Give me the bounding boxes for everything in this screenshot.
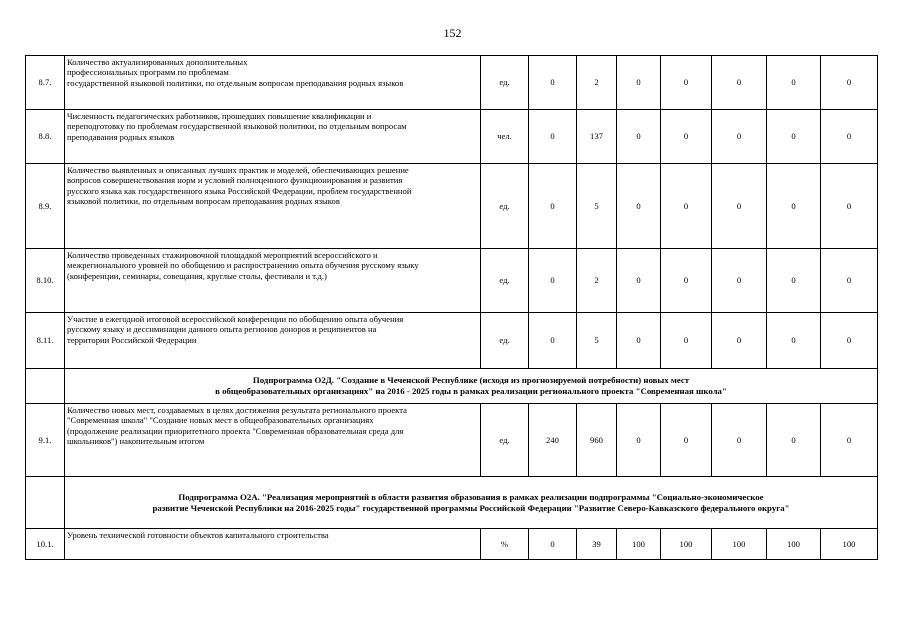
indicator-description-line: языковой политики, по отдельным вопросам преподавания родных языков: [67, 196, 340, 207]
indicator-number: 8.9.: [26, 164, 65, 249]
indicator-row: [26, 529, 878, 560]
subprogram-heading-line: Подпрограмма О2Д. "Создание в Чеченской Республике (исходя из прогнозируемой потребности) новых мест: [252, 375, 690, 386]
value-cell: 0: [617, 56, 661, 110]
value-cell: 5: [577, 164, 617, 249]
indicator-description: [65, 164, 481, 249]
value-cell: 100: [821, 529, 878, 560]
indicator-description-line: территории Российской Федерации: [67, 334, 197, 345]
value-cell: 0: [712, 164, 767, 249]
indicator-row: [26, 404, 878, 477]
value-cell: 100: [712, 529, 767, 560]
indicator-description-line: Участие в ежегодной итоговой всероссийской конференции по обобщению опыта обучения: [67, 314, 404, 324]
subprogram-heading-row: [26, 369, 878, 404]
subprogram-heading-row: [26, 477, 878, 529]
indicator-description-line: профессиональных программ по проблемам: [67, 67, 229, 78]
indicator-description-line: Количество новых мест, создаваемых в целях достижения результата регионального проекта: [67, 405, 407, 415]
unit-cell: ед.: [481, 56, 529, 110]
heading-number-cell: [26, 369, 65, 404]
value-cell: 0: [617, 110, 661, 164]
indicator-row: [26, 313, 878, 369]
indicator-row: [26, 164, 878, 249]
value-cell: 0: [617, 313, 661, 369]
unit-cell: ед.: [481, 164, 529, 249]
indicator-row: [26, 110, 878, 164]
value-cell: 0: [767, 313, 821, 369]
indicator-row: [26, 56, 878, 110]
subprogram-heading-line: в общеобразовательных организациях" на 2016 - 2025 годы в рамках реализации регионального проекта "Современная школа": [215, 386, 727, 396]
value-cell: 0: [767, 249, 821, 313]
value-cell: 39: [577, 529, 617, 560]
value-cell: 0: [821, 404, 878, 477]
indicator-description: [65, 404, 481, 477]
subprogram-heading-line: развитие Чеченской Республики на 2016-2025 годы" государственной программы Российской Федерации "Развитие Северо-Кавказского федерального округа": [152, 502, 790, 513]
subprogram-heading-line: Подпрограмма О2А. "Реализация мероприятий в области развития образования в рамках реализации подпрограммы "Социально-экономическое: [178, 491, 764, 502]
page-number: 152: [443, 26, 462, 40]
value-cell: 0: [529, 249, 577, 313]
value-cell: 0: [661, 313, 712, 369]
value-cell: 0: [767, 404, 821, 477]
indicator-description: [65, 249, 481, 313]
indicator-description-line: Уровень технической готовности объектов капитального строительства: [67, 530, 329, 540]
value-cell: 0: [821, 110, 878, 164]
value-cell: 0: [617, 164, 661, 249]
indicators-table: [25, 55, 878, 560]
value-cell: 0: [712, 249, 767, 313]
table-body: [26, 56, 878, 560]
indicator-description-line: Количество актуализированных дополнительных: [67, 57, 248, 67]
value-cell: 2: [577, 249, 617, 313]
indicator-number: 8.10.: [26, 249, 65, 313]
value-cell: 960: [577, 404, 617, 477]
unit-cell: ед.: [481, 249, 529, 313]
value-cell: 0: [712, 110, 767, 164]
value-cell: 0: [712, 313, 767, 369]
indicator-description: [65, 110, 481, 164]
subprogram-heading: [65, 477, 878, 529]
value-cell: 0: [767, 164, 821, 249]
value-cell: 0: [661, 249, 712, 313]
value-cell: 0: [617, 249, 661, 313]
value-cell: 5: [577, 313, 617, 369]
value-cell: 0: [767, 56, 821, 110]
value-cell: 0: [712, 404, 767, 477]
value-cell: 0: [661, 404, 712, 477]
value-cell: 0: [529, 110, 577, 164]
value-cell: 0: [821, 56, 878, 110]
indicator-description-line: "Современная школа" "Создание новых мест в общеобразовательных организациях: [67, 415, 374, 426]
indicator-description-line: школьников") накопительным итогом: [67, 436, 205, 447]
value-cell: 0: [712, 56, 767, 110]
value-cell: 0: [767, 110, 821, 164]
unit-cell: чел.: [481, 110, 529, 164]
value-cell: 0: [821, 313, 878, 369]
indicator-description: [65, 313, 481, 369]
value-cell: 0: [617, 404, 661, 477]
value-cell: 240: [529, 404, 577, 477]
indicator-description-line: вопросов совершенствования норм и условий полноценного функционирования и развития: [67, 175, 403, 186]
value-cell: 0: [529, 313, 577, 369]
indicator-number: 8.8.: [26, 110, 65, 164]
heading-number-cell: [26, 477, 65, 529]
value-cell: 0: [821, 249, 878, 313]
value-cell: 100: [767, 529, 821, 560]
unit-cell: %: [481, 529, 529, 560]
indicator-number: 8.7.: [26, 56, 65, 110]
indicator-description-line: (продолжение реализации приоритетного проекта "Современная образовательная среда для: [67, 425, 404, 436]
value-cell: 2: [577, 56, 617, 110]
indicator-description-line: преподавания родных языков: [67, 131, 175, 142]
value-cell: 0: [661, 56, 712, 110]
indicator-description-line: государственной языковой политики, по отдельным вопросам преподавания родных языков: [67, 77, 404, 88]
value-cell: 100: [661, 529, 712, 560]
indicator-number: 9.1.: [26, 404, 65, 477]
value-cell: 0: [529, 56, 577, 110]
unit-cell: ед.: [481, 313, 529, 369]
value-cell: 137: [577, 110, 617, 164]
indicator-description-line: Численность педагогических работников, прошедших повышение квалификации и: [67, 111, 372, 121]
unit-cell: ед.: [481, 404, 529, 477]
indicator-description-line: Количество проведенных стажировочной площадкой мероприятий всероссийского и: [67, 250, 378, 260]
indicator-description-line: (конференции, семинары, совещания, круглые столы, фестивали и т.д.): [67, 270, 327, 281]
value-cell: 100: [617, 529, 661, 560]
value-cell: 0: [661, 164, 712, 249]
subprogram-heading: [65, 369, 878, 404]
indicator-row: [26, 249, 878, 313]
value-cell: 0: [529, 529, 577, 560]
indicator-description-line: межрегионального уровней по обобщению и распространению опыта обучения русскому языку: [67, 260, 419, 271]
indicator-number: 8.11.: [26, 313, 65, 369]
indicator-description-line: русского языка как государственного языка Российской Федерации, проблем государственной: [67, 185, 412, 196]
indicator-description-line: переподготовку по проблемам государственной языковой политики, по отдельным вопросам: [67, 121, 407, 132]
indicator-description-line: русскому языку и десснминации данного опыта регионов доноров и реципиентов на: [67, 324, 377, 335]
value-cell: 0: [529, 164, 577, 249]
indicator-description: [65, 529, 481, 560]
value-cell: 0: [821, 164, 878, 249]
value-cell: 0: [661, 110, 712, 164]
indicator-description-line: Количество выявленных и описанных лучших практик и моделей, обеспечивающих решение: [67, 165, 409, 175]
indicator-number: 10.1.: [26, 529, 65, 560]
indicator-description: [65, 56, 481, 110]
